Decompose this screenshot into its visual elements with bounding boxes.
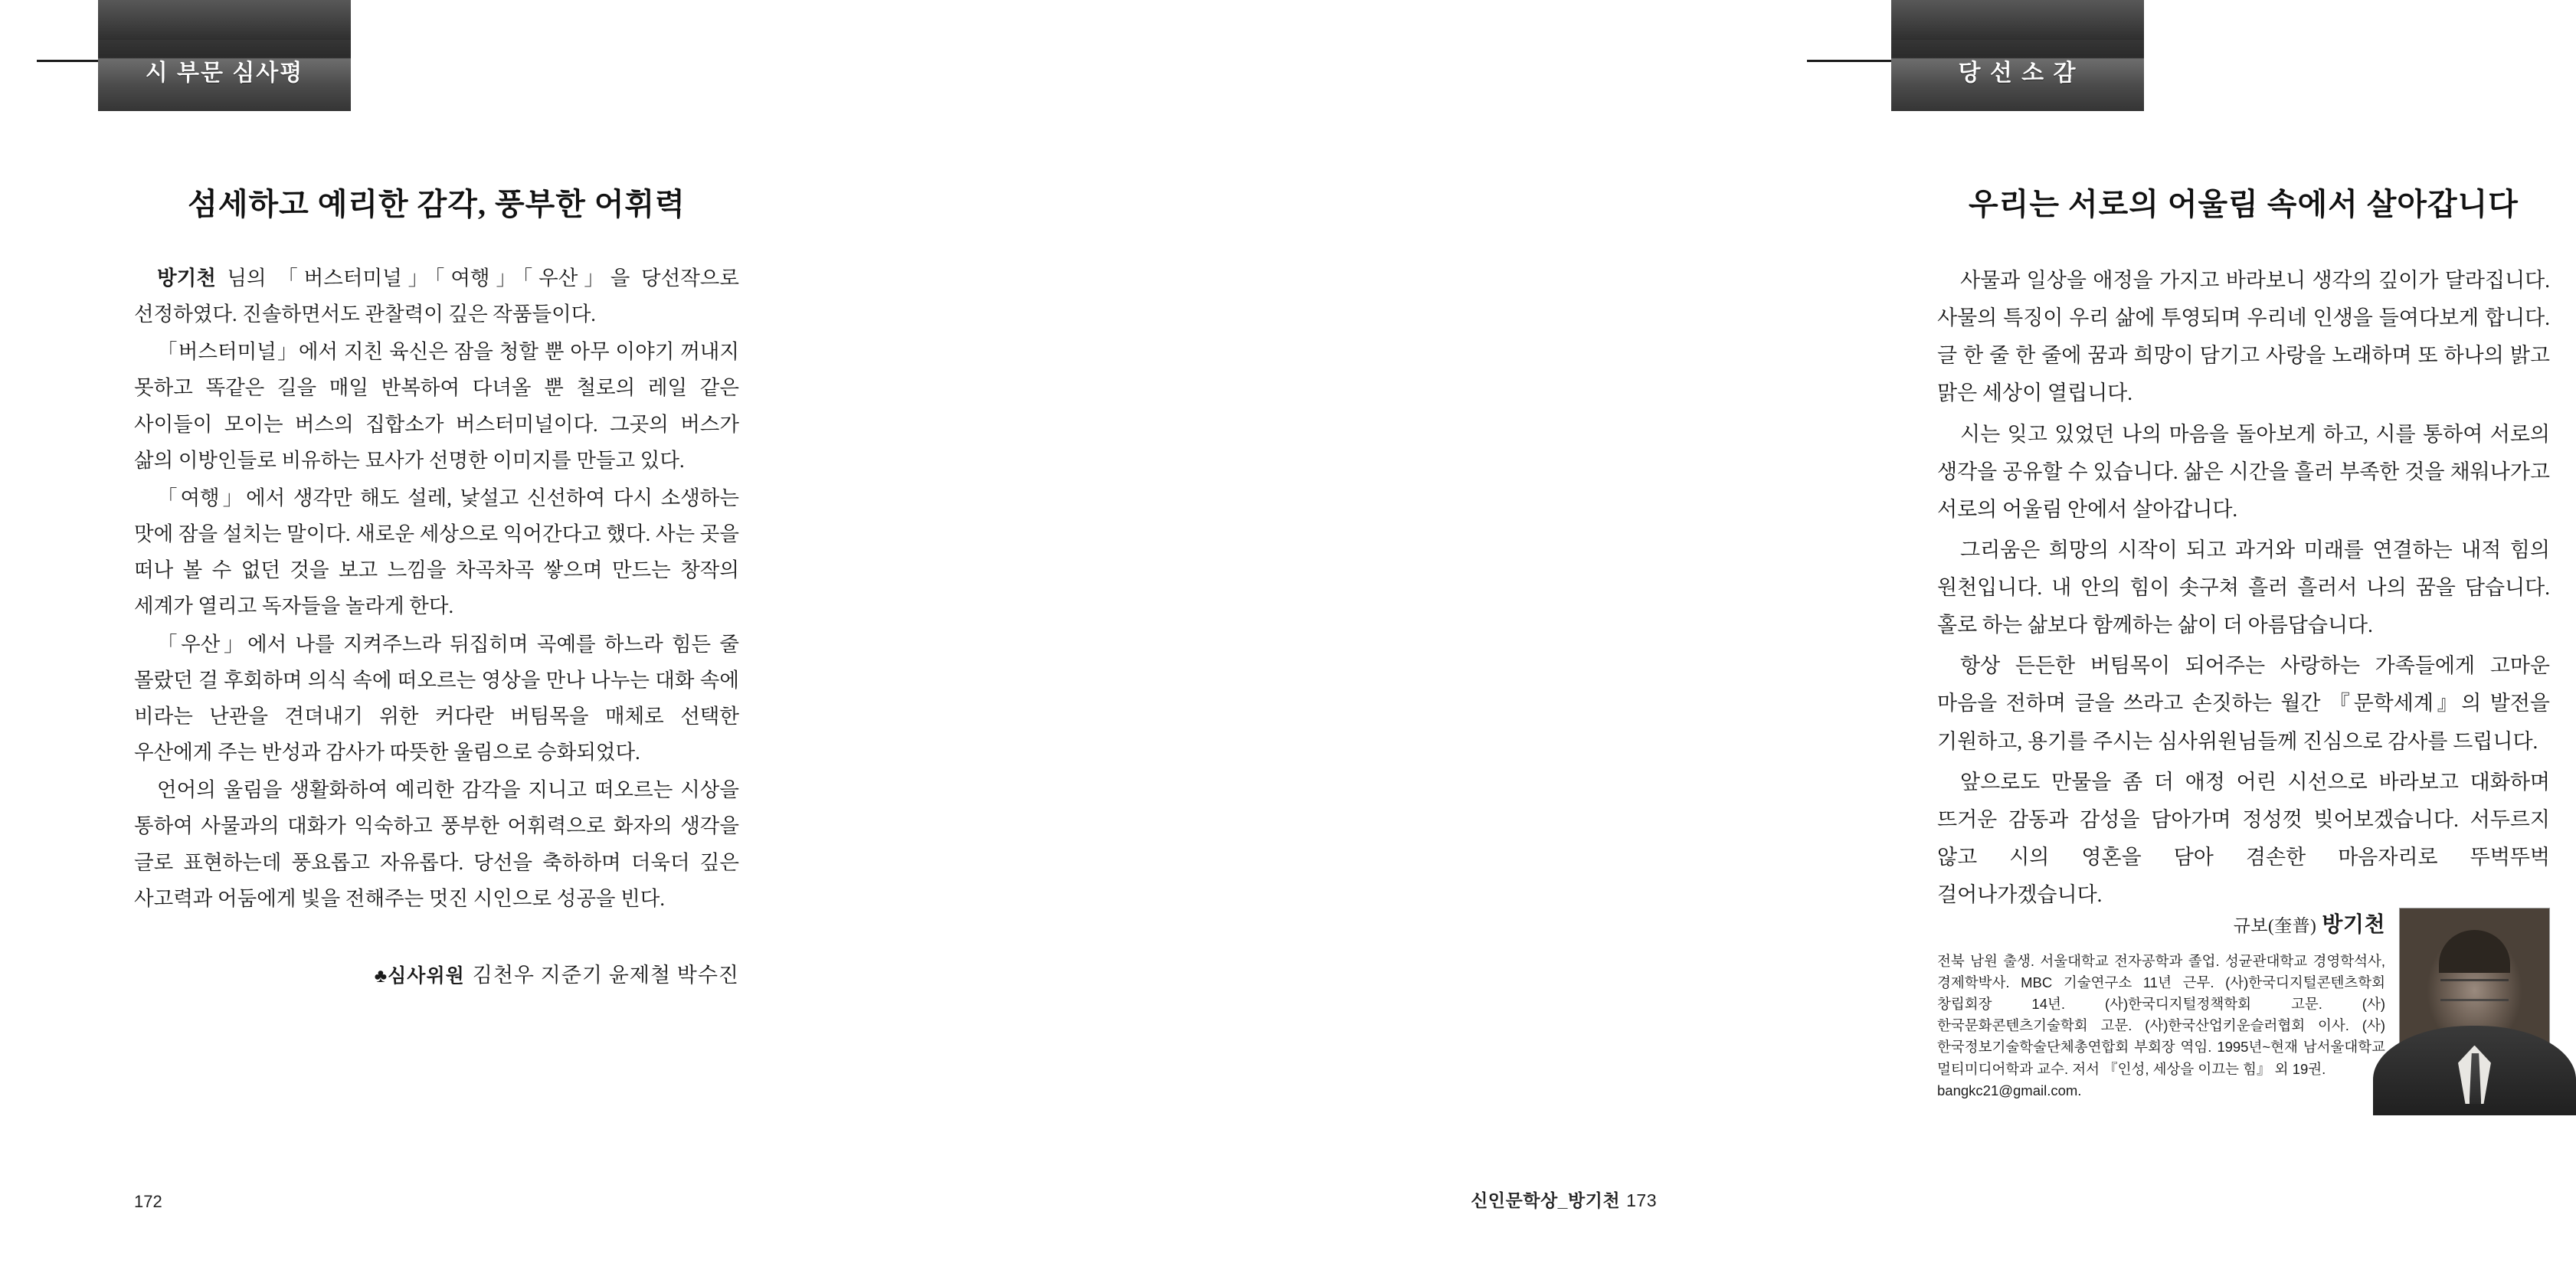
left-page-title: 섬세하고 예리한 감각, 풍부한 어휘력 <box>188 187 686 221</box>
paragraph: 앞으로도 만물을 좀 더 애정 어린 시선으로 바라보고 대화하며 뜨거운 감동과 감성을 담아가며 정성껏 빚어보겠습니다. 서두르지 않고 시의 영혼을 담아 겸손한 마음자리로 뚜벅뚜벅 걸어나가겠습니다. <box>1937 770 2550 906</box>
right-folio-label: 신인문학상_방기천 <box>1471 1190 1621 1210</box>
left-text-column <box>134 180 739 988</box>
judges-label: ♣심사위원 <box>374 965 465 987</box>
right-page-title: 우리는 서로의 어울림 속에서 살아갑니다 <box>1969 187 2519 221</box>
author-photo <box>2399 908 2550 1105</box>
right-folio-number: 173 <box>1626 1190 1657 1210</box>
paragraph: 「버스터미널」에서 지친 육신은 잠을 청할 뿐 아무 이야기 꺼내지 못하고 똑같은 길을 매일 반복하여 다녀올 뿐 철로의 레일 같은 사이들이 모이는 버스의 집합소가 버스터미널이다. 그곳의 버스가 삶의 이방인들로 비유하는 묘사가 선명한 이미지를 만들고 있다. <box>134 340 739 472</box>
author-bio-text <box>1937 951 2385 1102</box>
paragraph: 「우산」에서 나를 지켜주느라 뒤집히며 곡예를 하느라 힘든 줄 몰랐던 걸 후회하며 의식 속에 떠오르는 영상을 만나 나누는 대화 속에 비라는 난관을 견뎌내기 위한 커다란 버팀목을 매체로 선택한 우산에게 주는 반성과 감사가 따뜻한 울림으로 승화되었다. <box>134 632 739 764</box>
author-name: 방기천 <box>2322 913 2385 937</box>
left-tab-label: 시 부문 심사평 <box>145 61 304 86</box>
right-text-column <box>1937 180 2550 917</box>
paragraph: 「여행」에서 생각만 해도 설레, 낯설고 신선하여 다시 소생하는 맛에 잠을 설치는 말이다. 새로운 세상으로 익어간다고 했다. 사는 곳을 떠나 볼 수 없던 것을 보고 느낌을 차곡차곡 쌓으며 만드는 창작의 세계가 열리고 독자들을 놀라게 한다. <box>134 486 739 618</box>
right-folio <box>1471 1187 1657 1212</box>
paragraph-rest: 님의 「버스터미널」「여행」「우산」을 당선작으로 선정하였다. 진솔하면서도 관찰력이 깊은 작품들이다. <box>134 267 739 326</box>
photo-hair <box>2439 930 2511 973</box>
paragraph: 그리움은 희망의 시작이 되고 과거와 미래를 연결하는 내적 힘의 원천입니다. 내 안의 힘이 솟구쳐 흘러 흘러서 나의 꿈을 담습니다. 홀로 하는 삶보다 함께하는 삶이 더 아름답습니다. <box>1937 538 2550 637</box>
judges-names: 김천우 지준기 윤제철 박수진 <box>472 963 739 987</box>
author-bio-block <box>1937 908 2550 1102</box>
paragraph: 사물과 일상을 애정을 가지고 바라보니 생각의 깊이가 달라집니다. 사물의 특징이 우리 삶에 투영되며 우리네 인생을 들여다보게 합니다. 글 한 줄 한 줄에 꿈과 희망이 담기고 사랑을 노래하며 또 하나의 밝고 맑은 세상이 열립니다. <box>1937 269 2550 405</box>
left-folio: 172 <box>134 1192 162 1211</box>
paragraph: 항상 든든한 버팀목이 되어주는 사랑하는 가족들에게 고마운 마음을 전하며 글을 쓰라고 손짓하는 월간 『문학세계』의 발전을 기원하고, 용기를 주시는 심사위원님들께 진심으로 감사를 드립니다. <box>1937 654 2550 753</box>
paragraph: 시는 잊고 있었던 나의 마음을 돌아보게 하고, 시를 통하여 서로의 생각을 공유할 수 있습니다. 삶은 시간을 흘러 부족한 것을 채워나가고 서로의 어울림 안에서 살아갑니다. <box>1937 422 2550 521</box>
paragraph <box>134 260 739 332</box>
right-page <box>895 0 2550 1267</box>
photo-glasses <box>2440 979 2509 1001</box>
author-email: bangkc21@gmail.com. <box>1937 1082 2082 1098</box>
nominee-name: 방기천 <box>157 267 216 290</box>
left-page <box>0 0 895 1267</box>
author-bio-paragraph: 전북 남원 출생. 서울대학교 전자공학과 졸업. 성균관대학교 경영학석사, 경제학박사. MBC 기술연구소 11년 근무. (사)한국디지털콘텐츠학회 창립회장 14년. (사)한국디지털정책학회 고문. (사)한국문화콘텐츠기술학회 고문. (사)한국산업키운슬러협회 이사. (사)한국정보기술학술단체총연합회 부회장 역임. 1995년~현재 남서울대학교 멀티미디어학과 교수. 저서 『인성, 세상을 이끄는 힘』 외 19권. <box>1937 953 2385 1077</box>
author-pen-name: 규보(奎普) <box>2233 916 2317 935</box>
right-tab-label: 당 선 소 감 <box>1958 61 2077 86</box>
judges-line <box>134 958 739 988</box>
paragraph: 언어의 울림을 생활화하여 예리한 감각을 지니고 떠오르는 시상을 통하여 사물과의 대화가 익숙하고 풍부한 어휘력으로 화자의 생각을 글로 표현하는데 풍요롭고 자유롭다. 당선을 축하하며 더욱더 깊은 사고력과 어둠에게 빛을 전해주는 멋진 시인으로 성공을 빈다. <box>134 778 739 910</box>
